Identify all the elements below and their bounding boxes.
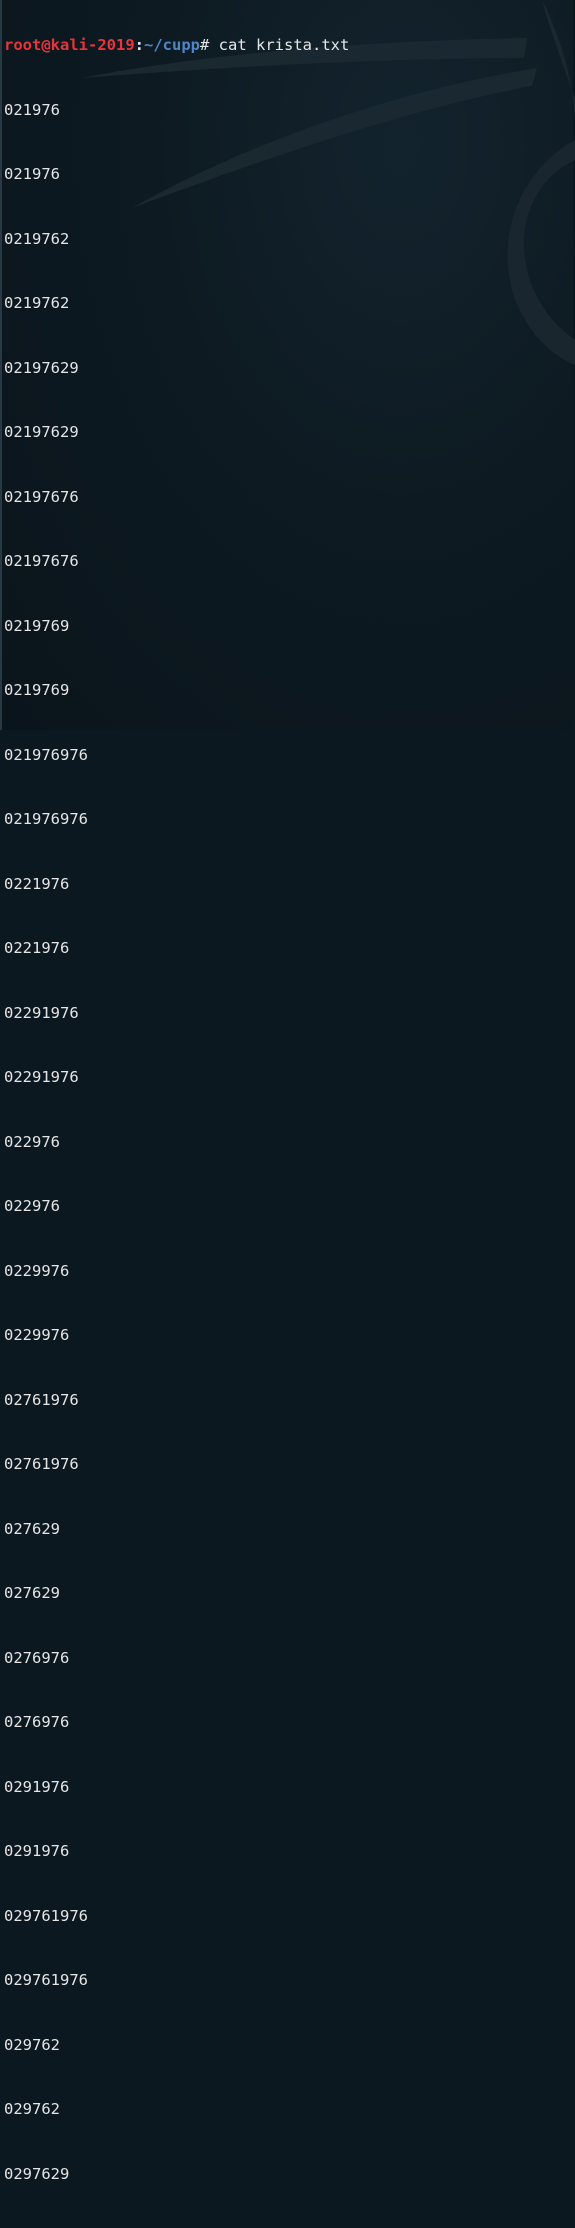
terminal-output [2, 0, 573, 2228]
output-line: 0291976 [4, 1842, 70, 1860]
output-line: 027629 [4, 1584, 60, 1602]
output-line: 02761976 [4, 1390, 79, 1409]
command-text: cat krista.txt [218, 36, 350, 54]
output-line: 022976 [4, 1132, 60, 1151]
prompt-line [4, 35, 573, 57]
output-line: 02197676 [4, 552, 79, 570]
output-line: 0219762 [4, 294, 70, 312]
output-line: 0291976 [4, 1777, 70, 1796]
output-line: 021976 [4, 165, 60, 183]
output-line: 0297629 [4, 2164, 70, 2183]
output-line: 027629 [4, 1519, 60, 1538]
output-line: 029761976 [4, 1971, 88, 1989]
output-line: 0219762 [4, 229, 70, 248]
output-line: 02291976 [4, 1003, 79, 1022]
prompt-separator: : [134, 36, 144, 54]
output-line: 021976976 [4, 810, 88, 828]
output-line: 02197629 [4, 423, 79, 441]
output-line: 021976 [4, 100, 60, 119]
output-line: 021976976 [4, 745, 88, 764]
output-line: 022976 [4, 1197, 60, 1215]
output-line: 02291976 [4, 1068, 79, 1086]
output-line: 029761976 [4, 1906, 88, 1925]
output-line: 0219769 [4, 616, 70, 635]
output-line: 0229976 [4, 1261, 70, 1280]
output-line: 02197629 [4, 358, 79, 377]
output-line: 0276976 [4, 1648, 70, 1667]
output-line: 029762 [4, 2100, 60, 2118]
output-line: 0221976 [4, 874, 70, 893]
output-line: 0219769 [4, 681, 70, 699]
output-line: 0221976 [4, 939, 70, 957]
output-line: 02761976 [4, 1455, 79, 1473]
output-line: 02197676 [4, 487, 79, 506]
prompt-symbol: # [200, 36, 219, 54]
output-line: 029762 [4, 2035, 60, 2054]
prompt-user-host: root@kali-2019 [4, 36, 135, 54]
output-line: 0229976 [4, 1326, 70, 1344]
output-line: 0276976 [4, 1713, 70, 1731]
prompt-path: ~/cupp [144, 36, 200, 54]
